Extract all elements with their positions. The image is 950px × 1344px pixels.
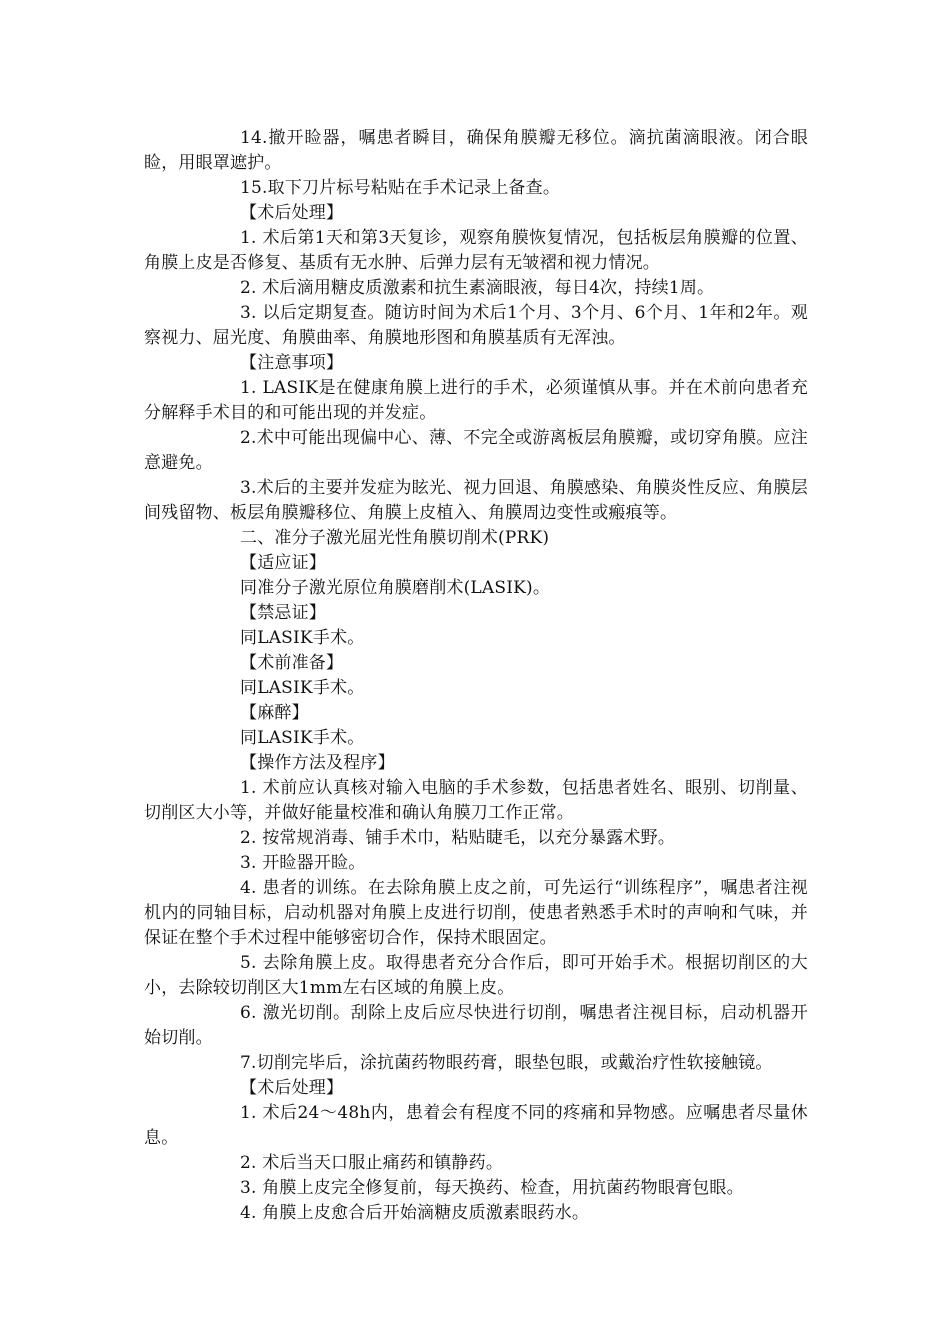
paragraph: 2. 术后当天口服止痛药和镇静药。 [240,1153,504,1173]
paragraph: 3. 以后定期复查。随访时间为术后1个月、3个月、6个月、1年和2年。观察视力、屈光度、角膜曲率、角膜地形图和角膜基质有无浑浊。 [144,303,808,348]
paragraph: 14.撤开睑器，嘱患者瞬目，确保角膜瓣无移位。滴抗菌滴眼液。闭合眼睑，用眼罩遮护。 [144,128,808,173]
paragraph: 1. 术后24～48h内，患着会有程度不同的疼痛和异物感。应嘱患者尽量休息。 [144,1103,808,1148]
paragraph: 同LASIK手术。 [240,628,365,648]
paragraph: 2.术中可能出现偏中心、薄、不完全或游离板层角膜瓣，或切穿角膜。应注意避免。 [144,428,808,473]
paragraph: 6. 激光切削。刮除上皮后应尽快进行切削，嘱患者注视目标，启动机器开始切削。 [144,1003,808,1048]
section-heading: 【术后处理】 [240,203,344,223]
paragraph: 5. 去除角膜上皮。取得患者充分合作后，即可开始手术。根据切削区的大小，去除较切削区大1mm左右区域的角膜上皮。 [144,953,808,998]
paragraph: 1. 术前应认真核对输入电脑的手术参数，包括患者姓名、眼别、切削量、切削区大小等，并做好能量校准和确认角膜刀工作正常。 [144,778,808,823]
paragraph: 同准分子激光原位角膜磨削术(LASIK)。 [240,578,551,598]
paragraph: 1. LASIK是在健康角膜上进行的手术，必须谨慎从事。并在术前向患者充分解释手术目的和可能出现的并发症。 [144,378,808,423]
section-heading: 【麻醉】 [240,703,309,723]
paragraph: 7.切削完毕后，涂抗菌药物眼药膏，眼垫包眼，或戴治疗性软接触镜。 [240,1053,773,1073]
paragraph: 4. 患者的训练。在去除角膜上皮之前，可先运行“训练程序”，嘱患者注视机内的同轴目标，启动机器对角膜上皮进行切削，使患者熟悉手术时的声响和气味，并保证在整个手术过程中能够密切合作，保持术眼固定。 [144,878,808,948]
paragraph: 2. 术后滴用糖皮质激素和抗生素滴眼液，每日4次，持续1周。 [240,278,715,298]
section-heading: 【禁忌证】 [240,603,326,623]
paragraph: 3. 角膜上皮完全修复前，每天换药、检查，用抗菌药物眼膏包眼。 [240,1178,744,1198]
section-heading: 【操作方法及程序】 [240,753,395,773]
section-heading: 【术前准备】 [240,653,344,673]
section-heading: 【注意事项】 [240,353,344,373]
section-heading: 【术后处理】 [240,1078,344,1098]
document-body [144,126,808,1226]
section-heading: 【适应证】 [240,553,326,573]
paragraph: 2. 按常规消毒、铺手术巾，粘贴睫毛，以充分暴露术野。 [240,828,676,848]
chapter-heading: 二、准分子激光屈光性角膜切削术(PRK) [240,528,550,548]
paragraph: 15.取下刀片标号粘贴在手术记录上备查。 [240,178,561,198]
paragraph: 3. 开睑器开睑。 [240,853,366,873]
paragraph: 3.术后的主要并发症为眩光、视力回退、角膜感染、角膜炎性反应、角膜层间残留物、板层角膜瓣移位、角膜上皮植入、角膜周边变性或瘢痕等。 [144,478,808,523]
paragraph: 同LASIK手术。 [240,728,365,748]
paragraph: 1. 术后第1天和第3天复诊，观察角膜恢复情况，包括板层角膜瓣的位置、角膜上皮是否修复、基质有无水肿、后弹力层有无皱褶和视力情况。 [144,228,808,273]
paragraph: 4. 角膜上皮愈合后开始滴糖皮质激素眼药水。 [240,1203,590,1223]
paragraph: 同LASIK手术。 [240,678,365,698]
